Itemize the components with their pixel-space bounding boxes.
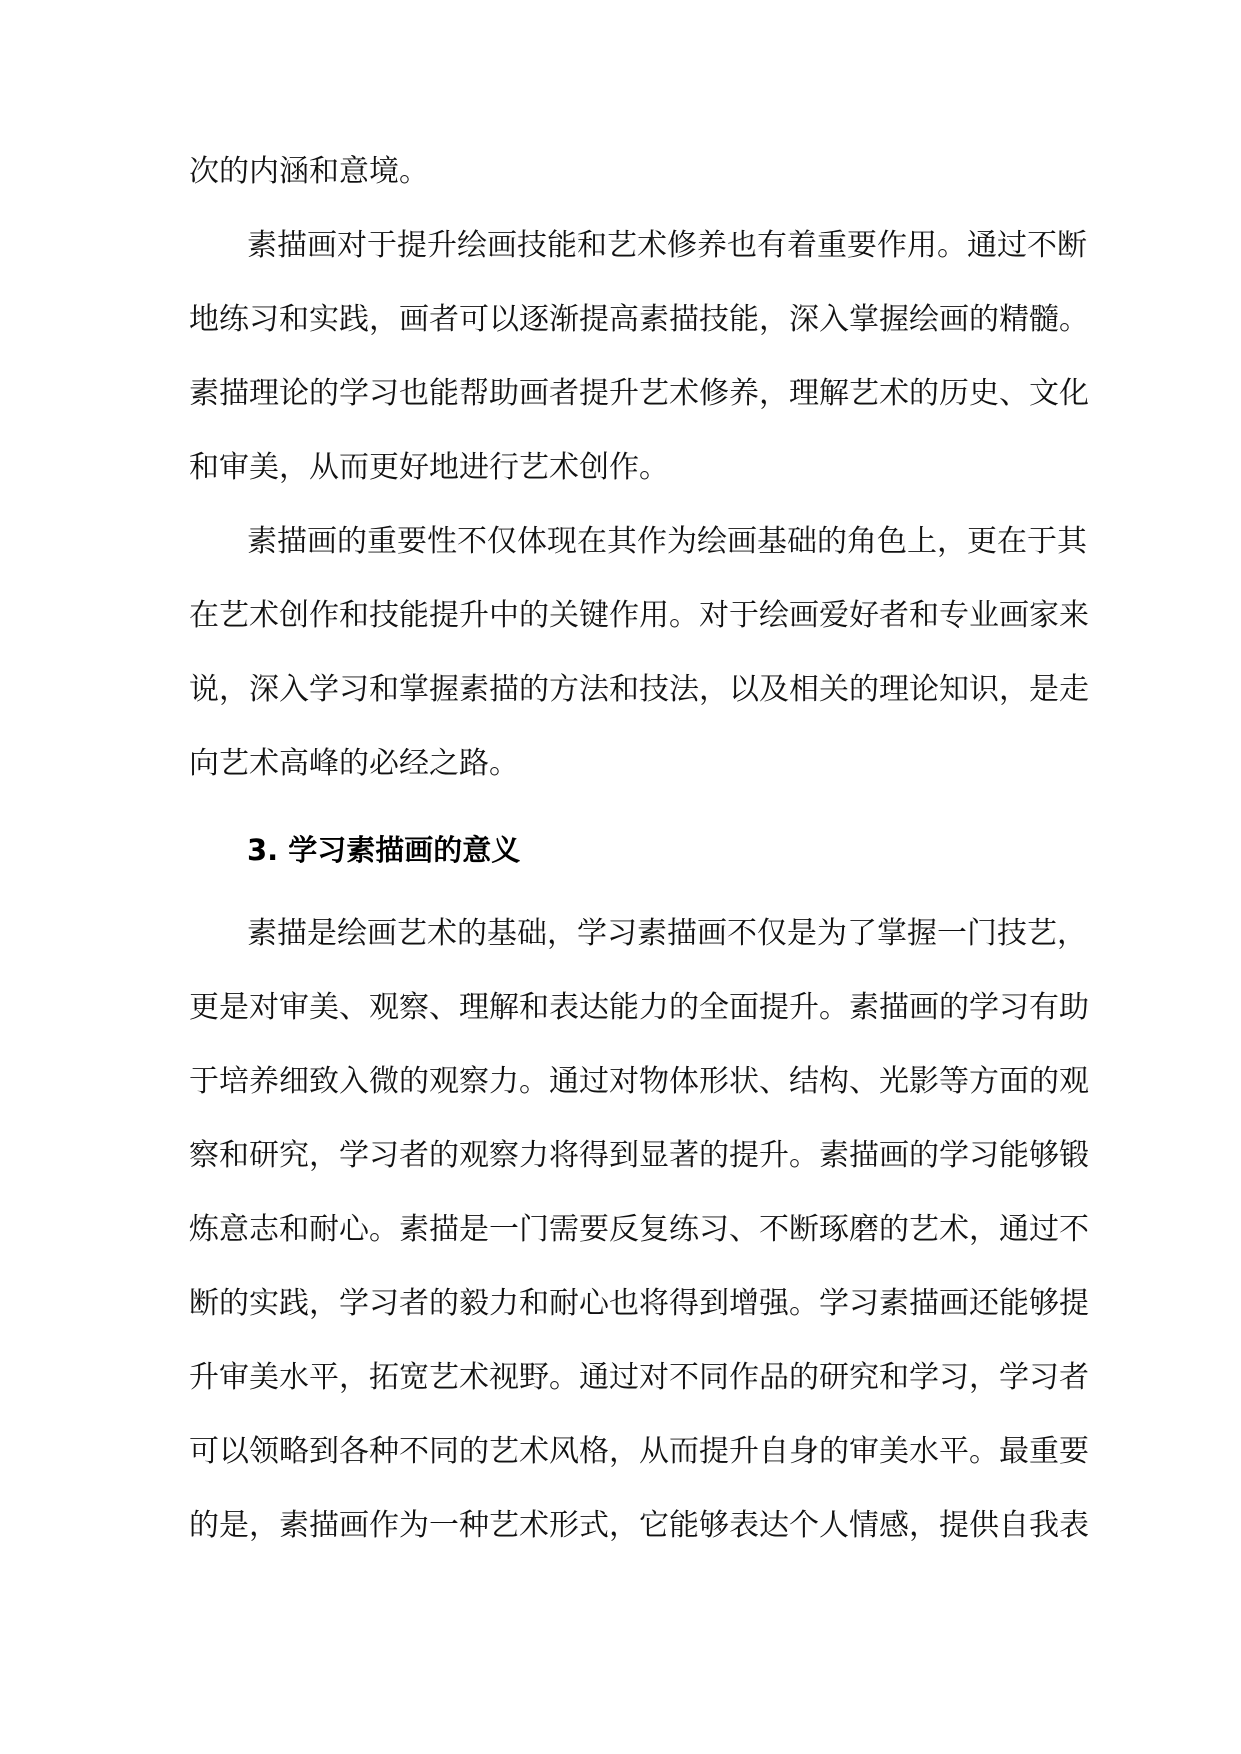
section-heading: 3. 学习素描画的意义	[247, 833, 521, 867]
text-line: 说，深入学习和掌握素描的方法和技法，以及相关的理论知识，是走	[189, 672, 1089, 707]
paragraph-first-line: 素描画对于提升绘画技能和艺术修养也有着重要作用。通过不断	[247, 228, 1087, 263]
text-line: 更是对审美、观察、理解和表达能力的全面提升。素描画的学习有助	[189, 990, 1089, 1025]
text-line: 升审美水平，拓宽艺术视野。通过对不同作品的研究和学习，学习者	[189, 1360, 1089, 1395]
text-line: 炼意志和耐心。素描是一门需要反复练习、不断琢磨的艺术，通过不	[189, 1212, 1089, 1247]
text-line: 向艺术高峰的必经之路。	[189, 746, 519, 781]
text-line: 和审美，从而更好地进行艺术创作。	[189, 450, 669, 485]
text-line: 察和研究，学习者的观察力将得到显著的提升。素描画的学习能够锻	[189, 1138, 1089, 1173]
paragraph-first-line: 素描是绘画艺术的基础，学习素描画不仅是为了掌握一门技艺，	[247, 916, 1087, 951]
text-line: 断的实践，学习者的毅力和耐心也将得到增强。学习素描画还能够提	[189, 1286, 1089, 1321]
text-line: 次的内涵和意境。	[189, 154, 429, 189]
text-line: 于培养细致入微的观察力。通过对物体形状、结构、光影等方面的观	[189, 1064, 1089, 1099]
paragraph-first-line: 素描画的重要性不仅体现在其作为绘画基础的角色上，更在于其	[247, 524, 1087, 559]
text-line: 的是，素描画作为一种艺术形式，它能够表达个人情感，提供自我表	[189, 1508, 1089, 1543]
text-line: 可以领略到各种不同的艺术风格，从而提升自身的审美水平。最重要	[189, 1434, 1089, 1469]
text-line: 在艺术创作和技能提升中的关键作用。对于绘画爱好者和专业画家来	[189, 598, 1089, 633]
text-line: 素描理论的学习也能帮助画者提升艺术修养，理解艺术的历史、文化	[189, 376, 1089, 411]
text-line: 地练习和实践，画者可以逐渐提高素描技能，深入掌握绘画的精髓。	[189, 302, 1089, 337]
